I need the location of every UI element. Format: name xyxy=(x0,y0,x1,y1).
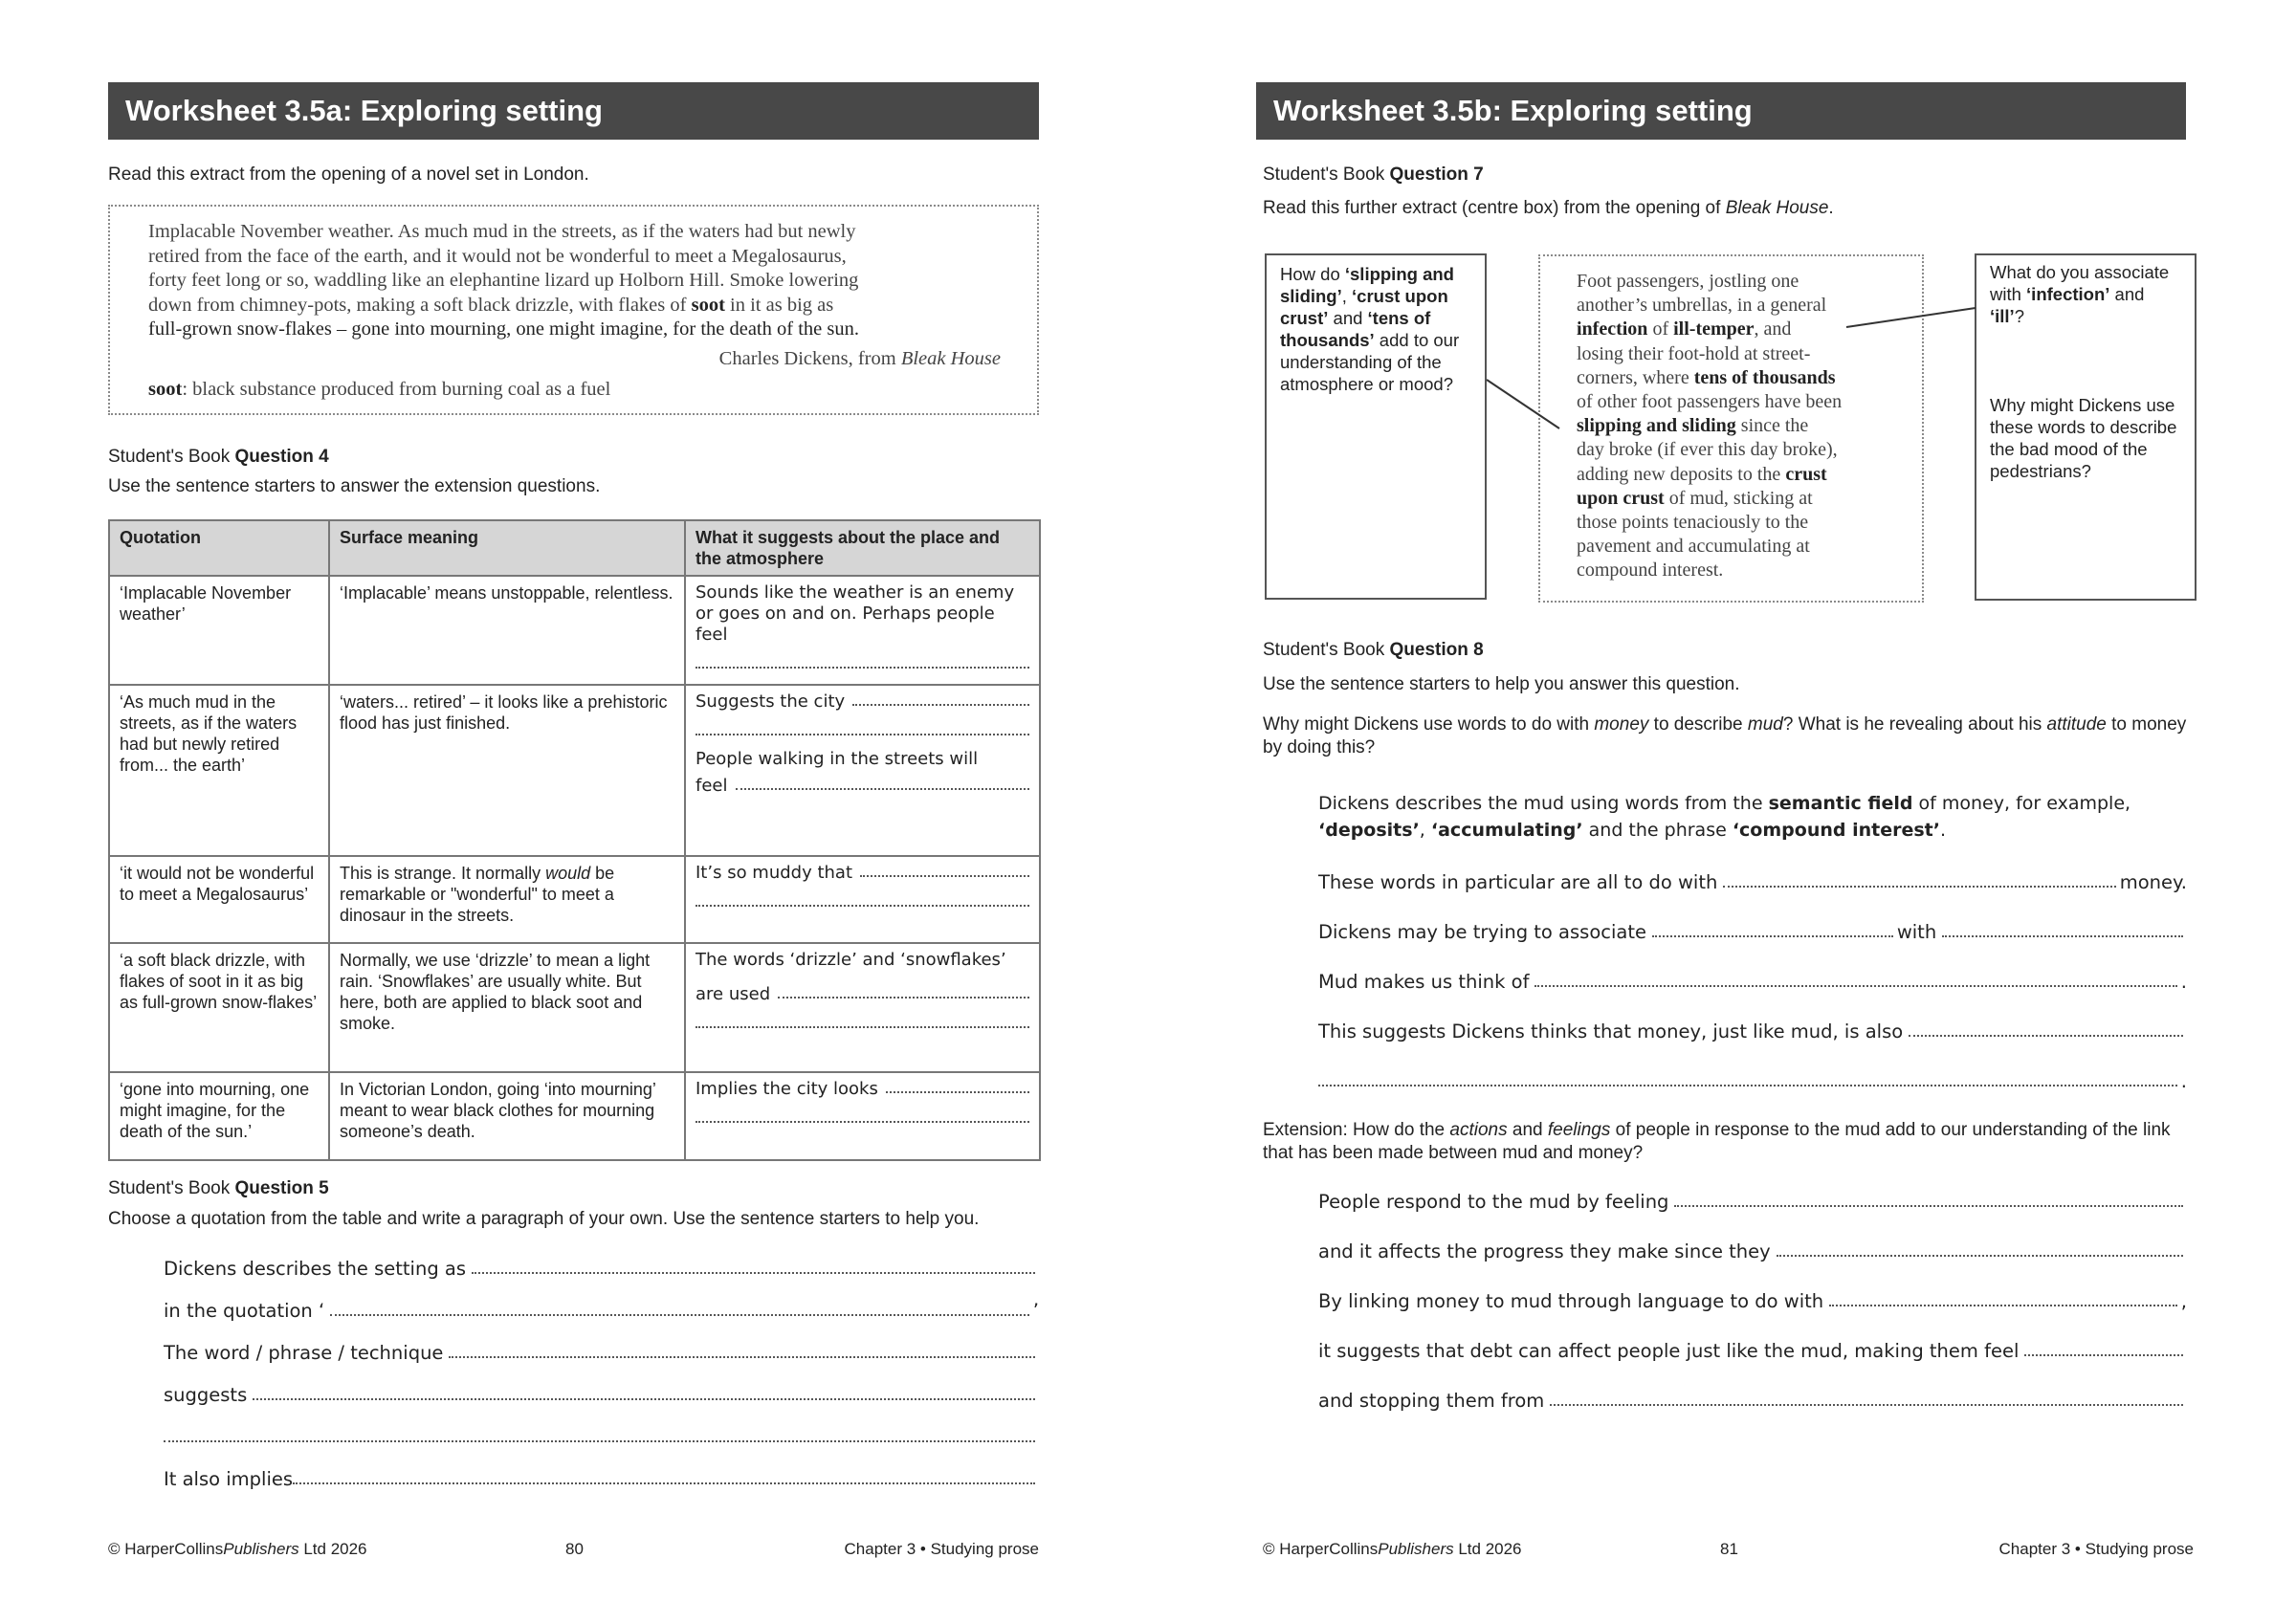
cell-quotation: ‘Implacable November weather’ xyxy=(109,576,329,685)
cell-surface: Normally, we use ‘drizzle’ to mean a light rain. ‘Snowflakes’ are usually white. But here, both are applied to black soot and smoke. xyxy=(329,943,685,1072)
copyright-text: Ltd 2026 xyxy=(298,1540,367,1558)
sentence-starter xyxy=(1318,1016,2187,1042)
header-quotation: Quotation xyxy=(109,520,329,576)
extract-line: Implacable November weather. As much mud in the streets, as if the waters had but newly xyxy=(148,221,856,242)
q5-label-number: Question 5 xyxy=(234,1178,329,1198)
answer-line[interactable] xyxy=(472,1272,1035,1274)
question-text: Why might Dickens use words to do with xyxy=(1263,714,1595,735)
sentence-starter xyxy=(164,1337,1039,1364)
page-number: 81 xyxy=(1720,1540,1738,1558)
answer-line[interactable] xyxy=(293,1482,1035,1484)
connector-line-right xyxy=(1846,308,1976,327)
instruction-text: Read this further extract (centre box) from the opening of xyxy=(1263,198,1726,218)
keyword: slipping and sliding xyxy=(1577,415,1736,437)
q5-instruction: Choose a quotation from the table and write a paragraph of your own. Use the sentence starters to help you. xyxy=(108,1209,980,1229)
starter-text: it suggests that debt can affect people just like the mud, making them feel xyxy=(1318,1340,2020,1362)
starter-text: People walking in the streets will xyxy=(695,749,979,769)
starter-text: feel xyxy=(695,776,728,796)
page-number: 80 xyxy=(565,1540,584,1558)
starter-text: are used xyxy=(695,984,771,1004)
quoted-phrase: ‘crust upon crust’ xyxy=(1280,286,1448,328)
copyright-italic: Publishers xyxy=(1378,1540,1454,1558)
surface-emphasis: would xyxy=(545,864,591,883)
answer-line[interactable] xyxy=(1723,886,2115,888)
cell-suggests xyxy=(685,1072,1040,1160)
starter-text: By linking money to mud through language to do with xyxy=(1318,1290,1824,1312)
extract-line: full-grown snow-flakes – gone into mourning, one might imagine, for the death of the sun. xyxy=(148,318,859,340)
book-title: Bleak House xyxy=(1725,198,1829,218)
answer-line[interactable] xyxy=(778,997,1029,999)
sentence-starter xyxy=(1318,1285,2187,1312)
extract-line xyxy=(148,294,981,318)
answer-line[interactable] xyxy=(695,1011,1029,1028)
sentence-starter xyxy=(1318,916,2187,943)
q8-instruction: Use the sentence starters to help you answer this question. xyxy=(1263,674,1740,694)
extension-question xyxy=(1263,1119,2187,1165)
footer-copyright xyxy=(108,1540,367,1559)
cell-suggests xyxy=(685,856,1040,943)
copyright-text: Ltd 2026 xyxy=(1453,1540,1522,1558)
starter-text: Dickens describes the setting as xyxy=(164,1258,466,1280)
sentence-starter xyxy=(1318,1186,2187,1213)
extension-text: of people in response to the mud add to our understanding of the link that has been made between mud and money? xyxy=(1263,1120,2171,1163)
starter-text: Sounds like the weather is an enemy or goes on and on. Perhaps people feel xyxy=(695,582,1015,645)
key-term: ‘accumulating’ xyxy=(1430,820,1583,841)
sentence-starter xyxy=(1318,867,2187,893)
answer-line[interactable] xyxy=(860,875,1029,877)
extract-line: day broke (if ever this day broke), xyxy=(1577,439,1838,461)
cell-suggests xyxy=(685,943,1040,1072)
worksheet-3-5a-page xyxy=(108,0,1039,1624)
emphasis: money xyxy=(1594,714,1649,735)
answer-line[interactable] xyxy=(253,1398,1035,1400)
answer-line[interactable] xyxy=(852,704,1029,706)
extension-text: and xyxy=(1507,1120,1548,1140)
title-number: Worksheet 3.5a xyxy=(125,94,342,127)
extract-line: pavement and accumulating at xyxy=(1577,536,1810,558)
answer-line[interactable] xyxy=(695,651,1029,669)
table-row xyxy=(109,856,1040,943)
question-text: to describe xyxy=(1648,714,1748,735)
starter-text: in the quotation ‘ xyxy=(164,1300,325,1322)
q8-label xyxy=(1263,640,1484,661)
q4-label xyxy=(108,447,329,468)
emphasis: attitude xyxy=(2046,714,2107,735)
answer-line[interactable] xyxy=(1674,1205,2183,1207)
example-text: Dickens describes the mud using words from the xyxy=(1318,793,1769,814)
extract-line: those points tenaciously to the xyxy=(1577,512,1809,534)
starter-mid: with xyxy=(1896,921,1937,943)
answer-line[interactable] xyxy=(736,788,1030,790)
sentence-starter xyxy=(1318,966,2187,993)
sentence-starter xyxy=(164,1463,1039,1490)
cell-quotation: ‘a soft black drizzle, with flakes of soot in it as big as full-grown snow-flakes’ xyxy=(109,943,329,1072)
q4-label-prefix: Student's Book xyxy=(108,447,235,467)
q8-label-prefix: Student's Book xyxy=(1263,640,1390,660)
sentence-starter xyxy=(1318,1385,2187,1412)
q4-instruction: Use the sentence starters to answer the extension questions. xyxy=(108,476,601,496)
question-2: Why might Dickens use these words to describe the bad mood of the pedestrians? xyxy=(1990,395,2177,481)
answer-line[interactable] xyxy=(695,1106,1029,1123)
extract-line: losing their foot-hold at street- xyxy=(1577,342,1811,364)
answer-line[interactable] xyxy=(2024,1354,2183,1356)
extract-line: compound interest. xyxy=(1577,560,1724,582)
quotation-table xyxy=(108,519,1041,1161)
connector-line-left xyxy=(1487,380,1559,428)
title-number: Worksheet 3.5b xyxy=(1273,94,1492,127)
table-row xyxy=(109,685,1040,856)
answer-line[interactable] xyxy=(695,718,1029,735)
question-text: and xyxy=(1328,308,1368,328)
starter-text: It’s so muddy that xyxy=(695,863,853,883)
extract-text xyxy=(148,220,981,342)
cell-surface: ‘waters... retired’ – it looks like a prehistoric flood has just finished. xyxy=(329,685,685,856)
answer-line[interactable] xyxy=(1942,935,2183,937)
example-text: , xyxy=(1419,820,1431,841)
starter-tail: , xyxy=(2180,1290,2187,1312)
emphasis: feelings xyxy=(1547,1120,1611,1140)
glossary xyxy=(148,379,610,401)
sentence-starter xyxy=(1318,1236,2187,1262)
answer-line[interactable] xyxy=(449,1356,1035,1358)
starter-text: Suggests the city xyxy=(695,691,846,712)
quoted-phrase: ‘tens of thousands’ xyxy=(1280,308,1431,350)
attribution xyxy=(719,348,1001,370)
chapter-label: Chapter 3 • Studying prose xyxy=(1998,1540,2194,1558)
keyword: crust xyxy=(1785,463,1827,485)
starter-text: This suggests Dickens thinks that money, just like mud, is also xyxy=(1318,1020,1904,1042)
sentence-starter xyxy=(164,1295,1039,1322)
title-text: : Exploring setting xyxy=(1491,94,1753,127)
worksheet-3-5b-page xyxy=(1263,0,2194,1624)
starter-text: Dickens may be trying to associate xyxy=(1318,921,1646,943)
starter-tail: . xyxy=(2180,1070,2187,1092)
question-text: , xyxy=(1341,286,1353,306)
keyword: upon crust xyxy=(1577,487,1665,509)
question-text: What do you associate with xyxy=(1990,262,2170,304)
extract-line: Foot passengers, jostling one xyxy=(1577,271,1799,292)
extract-line: forty feet long or so, waddling like an elephantine lizard up Holborn Hill. Smoke lowering xyxy=(148,270,859,291)
answer-line[interactable] xyxy=(1550,1404,2183,1406)
starter-text: suggests xyxy=(164,1384,248,1406)
key-term: ‘compound interest’ xyxy=(1732,820,1940,841)
q5-label xyxy=(108,1178,329,1199)
footer-copyright xyxy=(1263,1540,1522,1559)
question-text: How do xyxy=(1280,264,1345,284)
extract-box xyxy=(108,205,1039,415)
key-term: ‘deposits’ xyxy=(1318,820,1420,841)
cell-suggests xyxy=(685,576,1040,685)
glossary-definition: : black substance produced from burning coal as a fuel xyxy=(182,379,611,400)
sentence-starter xyxy=(164,1379,1039,1406)
table-row xyxy=(109,1072,1040,1160)
starter-text: and stopping them from xyxy=(1318,1390,1545,1412)
extract-text-span: , and xyxy=(1754,318,1792,340)
quoted-word: ‘ill’ xyxy=(1990,306,2015,326)
extract-line: of other foot passengers have been xyxy=(1577,391,1843,413)
extract-text-span: corners, where xyxy=(1577,366,1694,388)
starter-tail: money. xyxy=(2119,871,2187,893)
example-text: and the phrase xyxy=(1582,820,1733,841)
extract-text-span: of xyxy=(1647,318,1674,340)
copyright-text: © HarperCollins xyxy=(1263,1540,1379,1558)
attribution-author: Charles Dickens, from xyxy=(718,348,901,369)
extract-text-span: in it as big as xyxy=(724,294,834,316)
cell-quotation: ‘As much mud in the streets, as if the waters had but newly retired from... the earth’ xyxy=(109,685,329,856)
quoted-phrase: ‘slipping and sliding’ xyxy=(1280,264,1454,306)
title-text: : Exploring setting xyxy=(342,94,603,127)
starter-text: The words ‘drizzle’ and ‘snowflakes’ xyxy=(695,950,1006,970)
answer-line[interactable] xyxy=(695,889,1029,907)
sentence-starter xyxy=(164,1253,1039,1280)
answer-line[interactable] xyxy=(330,1314,1029,1316)
question-text: ? xyxy=(2014,306,2024,326)
q4-label-number: Question 4 xyxy=(234,447,329,467)
answer-line[interactable] xyxy=(164,1440,1035,1442)
attribution-book-title: Bleak House xyxy=(900,348,1001,369)
surface-text: This is strange. It normally xyxy=(340,864,546,883)
starter-text: People respond to the mud by feeling xyxy=(1318,1191,1669,1213)
sentence-starter xyxy=(1318,1335,2187,1362)
starter-text: It also implies xyxy=(164,1468,294,1490)
table-row xyxy=(109,943,1040,1072)
starter-tail: . xyxy=(2180,971,2187,993)
answer-line[interactable] xyxy=(1534,985,2176,987)
extract-text-span: adding new deposits to the xyxy=(1577,463,1786,485)
chapter-label: Chapter 3 • Studying prose xyxy=(844,1540,1039,1558)
table-header-row xyxy=(109,520,1040,576)
answer-line[interactable] xyxy=(1777,1255,2183,1257)
quoted-word: ‘infection’ xyxy=(2026,284,2110,304)
keyword: tens of thousands xyxy=(1693,366,1836,388)
extension-text: Extension: How do the xyxy=(1263,1120,1450,1140)
keyword-soot: soot xyxy=(691,294,725,316)
starter-text: The word / phrase / technique xyxy=(164,1342,444,1364)
surface-text: be remarkable or "wonderful" to meet a dinosaur in the streets. xyxy=(340,864,615,925)
answer-line[interactable] xyxy=(886,1091,1029,1093)
q5-label-prefix: Student's Book xyxy=(108,1178,235,1198)
cell-suggests xyxy=(685,685,1040,856)
q7-label-number: Question 7 xyxy=(1389,165,1484,185)
q8-label-number: Question 8 xyxy=(1389,640,1484,660)
sentence-starter xyxy=(1318,1065,2187,1092)
q7-label-prefix: Student's Book xyxy=(1263,165,1390,185)
example-text: of money, for example, xyxy=(1912,793,2131,814)
closing-quote: ’ xyxy=(1032,1300,1039,1322)
question-text: and xyxy=(2109,284,2145,304)
answer-line[interactable] xyxy=(1829,1305,2177,1306)
answer-line[interactable] xyxy=(1652,935,1893,937)
extract-line: another’s umbrellas, in a general xyxy=(1577,295,1827,317)
extract-text-span: of mud, sticking at xyxy=(1664,487,1813,509)
q8-question xyxy=(1263,713,2187,759)
starter-text: These words in particular are all to do with xyxy=(1318,871,1718,893)
page-title xyxy=(108,82,1039,140)
glossary-term: soot xyxy=(148,379,183,400)
header-suggests: What it suggests about the place and the atmosphere xyxy=(685,520,1040,576)
keyword: infection xyxy=(1577,318,1648,340)
cell-surface xyxy=(329,856,685,943)
question-text: ? What is he revealing about his xyxy=(1782,714,2047,735)
question-text: to money by doing this? xyxy=(1263,714,2187,757)
copyright-text: © HarperCollins xyxy=(108,1540,224,1558)
extract-text-span: since the xyxy=(1735,415,1809,437)
header-surface-meaning: Surface meaning xyxy=(329,520,685,576)
keyword: ill-temper xyxy=(1673,318,1755,340)
answer-line[interactable] xyxy=(1909,1035,2183,1037)
connector-lines xyxy=(1263,0,2200,669)
copyright-italic: Publishers xyxy=(223,1540,299,1558)
example-text: . xyxy=(1939,820,1947,841)
question-text: add to our understanding of the atmosphere or mood? xyxy=(1280,330,1460,394)
table-row xyxy=(109,576,1040,685)
cell-surface: ‘Implacable’ means unstoppable, relentless. xyxy=(329,576,685,685)
starter-text: Mud makes us think of xyxy=(1318,971,1530,993)
starter-text: and it affects the progress they make since they xyxy=(1318,1240,1771,1262)
cell-quotation: ‘it would not be wonderful to meet a Megalosaurus’ xyxy=(109,856,329,943)
cell-surface: In Victorian London, going ‘into mourning’ meant to wear black clothes for mourning someone’s death. xyxy=(329,1072,685,1160)
emphasis: actions xyxy=(1449,1120,1508,1140)
q8-example xyxy=(1318,790,2179,844)
answer-line[interactable] xyxy=(1318,1085,2177,1086)
extract-text-span: down from chimney-pots, making a soft black drizzle, with flakes of xyxy=(148,294,692,316)
instruction-text: . xyxy=(1828,198,1834,218)
starter-text: Implies the city looks xyxy=(695,1079,878,1099)
sentence-starter xyxy=(164,1421,1039,1448)
intro-text: Read this extract from the opening of a novel set in London. xyxy=(108,165,589,185)
cell-quotation: ‘gone into mourning, one might imagine, for the death of the sun.’ xyxy=(109,1072,329,1160)
key-term: semantic field xyxy=(1768,793,1913,814)
extract-line: retired from the face of the earth, and it would not be wonderful to meet a Megalosaurus, xyxy=(148,245,847,267)
emphasis: mud xyxy=(1747,714,1783,735)
